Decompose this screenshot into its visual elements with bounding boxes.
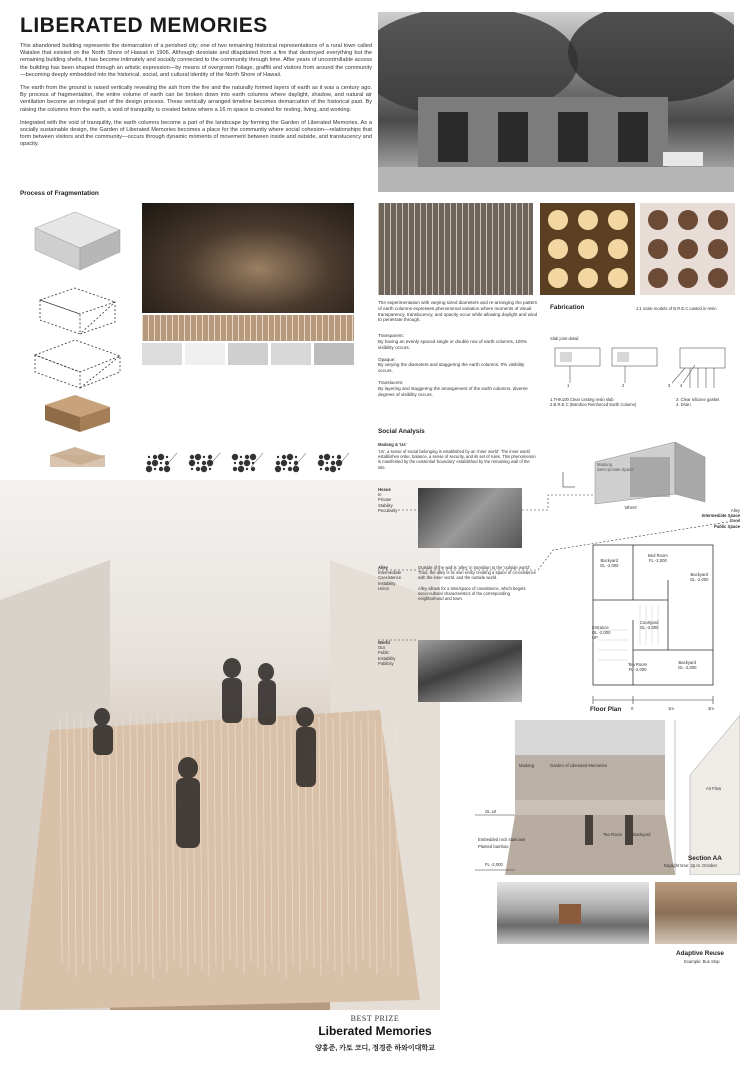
hosue-item-1: In xyxy=(378,492,382,498)
main-perspective-render xyxy=(0,480,440,1010)
process-step-columns xyxy=(50,447,105,467)
madang-heading: Madang & 'Us' xyxy=(378,442,407,447)
semi-private-label: Semi-private Space xyxy=(597,467,634,473)
plan-backyard-2 xyxy=(690,572,708,582)
pattern-dot xyxy=(154,468,156,470)
pattern-dot xyxy=(239,461,243,465)
alley-item-1: Intermediate xyxy=(378,570,402,576)
transparent-text: By having an evenly spaced single or double row of earth columns, 100% visibility occurs. xyxy=(378,338,528,350)
experiment-intro: The experimentation with varying sized diameters and re-arranging the pattern of earth columns expresses phenomenal variation where moments of visual transparency, translucency, and opacity occur while allowing daylight and wind to penetrate through. xyxy=(378,300,538,323)
transparent-heading: Transparent: xyxy=(378,333,404,339)
footer-title: Liberated Memories xyxy=(318,1024,432,1038)
alley-heading: Alley xyxy=(378,565,389,570)
pattern-dot xyxy=(152,460,158,466)
hosue-photo xyxy=(418,488,522,548)
resin-column xyxy=(548,210,568,230)
pattern-dot xyxy=(191,468,193,470)
resin-model-photo-1 xyxy=(540,203,635,295)
translucent-heading: Translucent: xyxy=(378,379,404,385)
pattern-dot xyxy=(331,461,335,465)
resin-column xyxy=(548,268,568,288)
fabrication-legend-right xyxy=(676,397,740,407)
pattern-sightline xyxy=(294,453,306,467)
scale-3m: 3m xyxy=(708,706,714,711)
world-heading: World xyxy=(378,640,390,645)
pattern-dot xyxy=(159,467,163,471)
resin-column xyxy=(708,268,728,288)
adaptive-reuse-heading: Adaptive Reuse xyxy=(676,950,724,957)
slab-number-2: 2 xyxy=(622,383,625,388)
process-diagrams xyxy=(20,200,130,520)
footer-authors: 양홍준, 카토 코디, 정경준 하와이대학교 xyxy=(315,1045,435,1052)
site-photo-illustration xyxy=(378,12,734,192)
hosue-item-4: Peculiarity xyxy=(378,507,398,513)
bedroom-label: Bed Room xyxy=(648,553,668,558)
experiment-render xyxy=(378,203,533,295)
resin-column xyxy=(608,239,628,259)
social-heading: Social Analysis xyxy=(378,428,425,435)
pattern-dot xyxy=(244,460,250,466)
entrance-label: Entrance xyxy=(592,625,609,630)
pattern-dot xyxy=(325,467,329,471)
main-render-illustration xyxy=(0,480,440,1010)
plan-bedroom xyxy=(648,553,668,563)
resin-column xyxy=(678,268,698,288)
adaptive-reuse-photo-2 xyxy=(655,882,737,944)
pattern-dot xyxy=(318,460,324,466)
resin-column xyxy=(578,239,598,259)
resin-column xyxy=(648,239,668,259)
process-step-building xyxy=(35,212,120,270)
courtyard-label: Courtyard xyxy=(640,620,659,625)
pattern-swatch-3 xyxy=(228,343,268,365)
section-tearoom-label: Tea Room xyxy=(603,832,623,837)
pattern-dot xyxy=(245,455,249,459)
alley-space-title: Alley xyxy=(730,508,740,513)
resin-model-photo-2 xyxy=(640,203,735,295)
pattern-cell xyxy=(146,453,177,472)
madang-label: Madang xyxy=(597,462,613,467)
pattern-dot xyxy=(338,468,340,470)
fabrication-legend-4: 4. Drain xyxy=(676,402,691,408)
backyard-3-label: Backyard xyxy=(678,660,696,665)
slab-joint-detail-drawing xyxy=(550,343,735,393)
resin-column xyxy=(678,239,698,259)
pattern-dot xyxy=(240,456,242,458)
floor-plan-heading: Floor Plan xyxy=(590,706,622,713)
pattern-dot xyxy=(234,462,236,464)
pattern-dot xyxy=(287,454,293,460)
section-aa-sub: Daylight time: 2p.m. October xyxy=(664,863,718,868)
slab-number-4: 4 xyxy=(680,383,683,388)
alley-item-3: Instability xyxy=(378,580,396,586)
poster-title: LIBERATED MEMORIES xyxy=(20,14,268,37)
pattern-dot xyxy=(330,466,336,472)
resin-column xyxy=(608,268,628,288)
pattern-dot xyxy=(202,461,206,465)
plan-tearoom xyxy=(628,662,647,672)
pattern-dot xyxy=(208,455,212,459)
pattern-dot xyxy=(201,466,207,472)
pattern-dot xyxy=(288,467,292,471)
pattern-dot xyxy=(275,466,281,472)
pattern-dot xyxy=(147,461,151,465)
pattern-dot xyxy=(276,461,280,465)
public-space-label: Public Space xyxy=(713,523,740,529)
pattern-dot xyxy=(233,467,237,471)
pattern-dot xyxy=(277,456,279,458)
intro-text xyxy=(20,43,372,155)
pattern-dot xyxy=(153,455,157,459)
tearoom-level: FL -2,000 xyxy=(628,667,647,673)
world-item-2: Public xyxy=(378,650,390,656)
intro-paragraph-2: The earth from the ground is raised vertically revealing the ash from the fire and the naturally formed layers of earth as it was a century ago. By process of fragmentation, the entire volume of earth can be broken down into earth columns where daylight, shadow, and natural air ventilation become an integral part of the design process. These vertically arranged timeline becomes demarcation of the historical past. By raising the columns from the earth, a void of tranquility is created below where a 16 m space is created for resting, living, and working. xyxy=(20,85,372,113)
pattern-dot xyxy=(324,454,330,460)
courtyard-level: GL -2,000 xyxy=(640,625,659,631)
section-aa-heading: Section AA xyxy=(688,855,722,862)
alley-text-2: Alley allows for a time/space of coexistence, which begets socio-cultural characteristics of the corresponding neighborhood and town. xyxy=(418,585,526,602)
world-item-1: Out xyxy=(378,645,385,651)
pattern-dot xyxy=(283,468,285,470)
pattern-dot xyxy=(158,454,164,460)
resin-column xyxy=(648,210,668,230)
resin-column xyxy=(608,210,628,230)
resin-column xyxy=(678,210,698,230)
backyard-3-level: GL -2,000 xyxy=(678,665,697,671)
slab-number-3: 3 xyxy=(668,383,671,388)
fabrication-legend-left xyxy=(550,397,650,407)
process-heading: Process of Fragmentation xyxy=(20,190,99,197)
plan-backyard-3 xyxy=(678,660,696,670)
pattern-dot xyxy=(190,455,194,459)
slab-number-1: 1 xyxy=(567,383,570,388)
world-list xyxy=(378,640,418,666)
world-photo xyxy=(418,640,522,702)
road-label: Road xyxy=(729,518,740,524)
tearoom-label: Tea Room xyxy=(628,662,648,667)
intermediate-space-label: Intermediate Space xyxy=(701,513,740,519)
adaptive-reuse-photo-1 xyxy=(497,882,649,944)
pattern-dot xyxy=(320,468,322,470)
pattern-cell xyxy=(232,453,263,472)
pattern-swatch-1 xyxy=(142,343,182,365)
backyard-1-level: GL -2,000 xyxy=(600,563,619,569)
section-madang-label: Madang xyxy=(519,763,535,768)
resin-column xyxy=(578,210,598,230)
process-step-earth-block xyxy=(45,395,110,432)
fabrication-legend-2: 2.B.R.E.C (Bamboo Reinforced Earth Column) xyxy=(550,402,637,408)
backyard-1-label: Backyard xyxy=(600,558,618,563)
opaque-heading: Opaque: xyxy=(378,356,396,362)
pattern-cell xyxy=(275,453,306,472)
pattern-dot xyxy=(197,462,199,464)
plan-entrance xyxy=(592,625,610,641)
section-aa-drawing xyxy=(475,715,740,875)
pattern-dot xyxy=(232,454,238,460)
adaptive-reuse-sub: Example: Bus Stop xyxy=(684,959,720,964)
scale-0: 0 xyxy=(631,706,634,711)
pattern-dot xyxy=(160,462,162,464)
section-garden-label: Garden of Liberated Memories xyxy=(550,763,607,768)
section-staircase-label: Embedded rock staircase xyxy=(478,837,526,842)
backyard-2-level: GL -2,000 xyxy=(690,577,709,583)
alley-text-1: Outside of the wall is 'alley' in transition to the 'outside world'. Thus, the alley is its own entity creating a space of co-existence with the inner world, and the outside world. xyxy=(418,565,537,581)
column-elevation-strip xyxy=(142,315,354,341)
world-item-4: Publicity xyxy=(378,660,394,666)
alley-list xyxy=(378,565,418,591)
process-step-void xyxy=(35,340,120,388)
section-airflow-label: Air Flow xyxy=(706,786,722,791)
entrance-level: GL -2,000 xyxy=(592,630,611,636)
scale-1m: 1m xyxy=(668,706,674,711)
hosue-item-2: Private xyxy=(378,497,392,503)
alley-item-4: Union xyxy=(378,585,389,591)
pattern-dot xyxy=(250,454,256,460)
fabrication-legend-3: 3. Clear silicone gasket xyxy=(676,397,720,402)
pattern-dot xyxy=(281,460,287,466)
section-aa-illustration xyxy=(475,715,740,875)
pattern-dot xyxy=(148,456,150,458)
experiment-text xyxy=(378,300,538,397)
resin-column xyxy=(578,268,598,288)
alley-item-2: Coexistence xyxy=(378,575,402,581)
fabrication-legend-1: 1.THK100 Clear casting resin slab xyxy=(550,397,614,402)
pattern-dot xyxy=(166,456,168,458)
pattern-dot xyxy=(282,455,286,459)
site-photo xyxy=(378,12,734,192)
opaque-text: By varying the diameters and staggering the earth columns, 0% visibility occurs. xyxy=(378,362,525,374)
pattern-swatch-5 xyxy=(314,343,354,365)
intro-paragraph-1: This abandoned building represents the demarcation of a perished city; one of two remaining historical representations of a rural town called Waialee that existed on the North Shore of Hawaii in 1906. Although desolate and dilapidated from a fire that destroyed everything but the remaining building shells, it has become intimately and socially connected to the community through time. After years of uncontrollable access the building has been shaped through an artistic expression—by means of overgrown foliage, graffiti and visitors from around the community—becoming deeply embedded into the historical, social, and cultural identity of the North Shore of Hawaii. xyxy=(20,43,372,78)
others-label: 'others' xyxy=(624,505,638,510)
resin-column xyxy=(708,210,728,230)
section-bamboo-label: Planted bamboo xyxy=(478,844,509,849)
resin-column xyxy=(708,239,728,259)
pattern-dot xyxy=(196,467,200,471)
alley-text xyxy=(418,565,536,601)
pattern-dot xyxy=(336,460,342,466)
world-item-3: Instability xyxy=(378,655,396,661)
translucent-text: By layering and staggering the arrangement of the earth columns, diverse degrees of visibility occurs. xyxy=(378,385,528,397)
pattern-dot xyxy=(251,467,255,471)
slab-detail-label: Slab joint detail xyxy=(550,336,579,341)
plan-backyard-1 xyxy=(600,558,618,568)
section-fl-label: FL -2,000 xyxy=(485,862,503,867)
pattern-dot xyxy=(289,462,291,464)
resin-column xyxy=(648,268,668,288)
pattern-cell xyxy=(318,453,349,472)
pattern-dot xyxy=(238,466,244,472)
plan-courtyard xyxy=(640,620,658,630)
intro-paragraph-3: Integrated with the void of tranquility, the earth columns become a part of the landscape by forming the Garden of Liberated Memories. As a socially sustainable design, the Garden of Liberated Memories becomes a place for the community where social cohesion—relationships that form between visitors and the community—occurs through dynamic moments of movement between inside and outside, and translucency and opacity. xyxy=(20,119,372,148)
pattern-dot xyxy=(203,456,205,458)
pattern-sightline xyxy=(165,453,177,467)
pattern-dot xyxy=(189,460,195,466)
pattern-dot xyxy=(164,466,170,472)
pattern-row xyxy=(142,343,354,365)
pattern-swatch-4 xyxy=(271,343,311,365)
pattern-cell xyxy=(189,453,220,472)
backyard-2-label: Backyard xyxy=(690,572,708,577)
pattern-dot xyxy=(146,466,152,472)
fabrication-heading: Fabrication xyxy=(550,304,585,311)
process-step-volume xyxy=(40,288,115,334)
pattern-dot xyxy=(246,468,248,470)
fabrication-models-caption: 1:1 scale models of B.R.E.C.casted in resin xyxy=(636,306,717,311)
section-gl-label: GL ±0 xyxy=(485,809,497,814)
pattern-dot xyxy=(209,468,211,470)
pattern-dot xyxy=(295,456,297,458)
hosue-item-3: Stability xyxy=(378,502,393,508)
madang-diagram-label xyxy=(597,462,637,472)
pattern-swatch-2 xyxy=(185,343,225,365)
pattern-dot xyxy=(326,462,328,464)
section-backyard-label: Backyard xyxy=(633,832,651,837)
footer-prize: BEST PRIZE xyxy=(350,1014,400,1023)
resin-column xyxy=(548,239,568,259)
pattern-dot xyxy=(293,466,299,472)
up-label: UP xyxy=(592,635,598,641)
madang-text: 'Us', a sense of social belonging is established by an 'inner world'. The inner world establishes order, balance, a sense of security, and its set of rules. This phenomenon is manifested by the existential 'boundary' established by the remaining wall of the site. xyxy=(378,449,536,470)
pattern-dot xyxy=(332,456,334,458)
hosue-list xyxy=(378,487,418,513)
pattern-dot xyxy=(319,455,323,459)
pattern-dot xyxy=(195,454,201,460)
interior-render xyxy=(142,203,354,313)
hosue-heading: Hosue xyxy=(378,487,391,492)
pattern-dot xyxy=(337,455,341,459)
bedroom-level: FL -2,000 xyxy=(649,558,667,564)
pattern-dot xyxy=(207,460,213,466)
